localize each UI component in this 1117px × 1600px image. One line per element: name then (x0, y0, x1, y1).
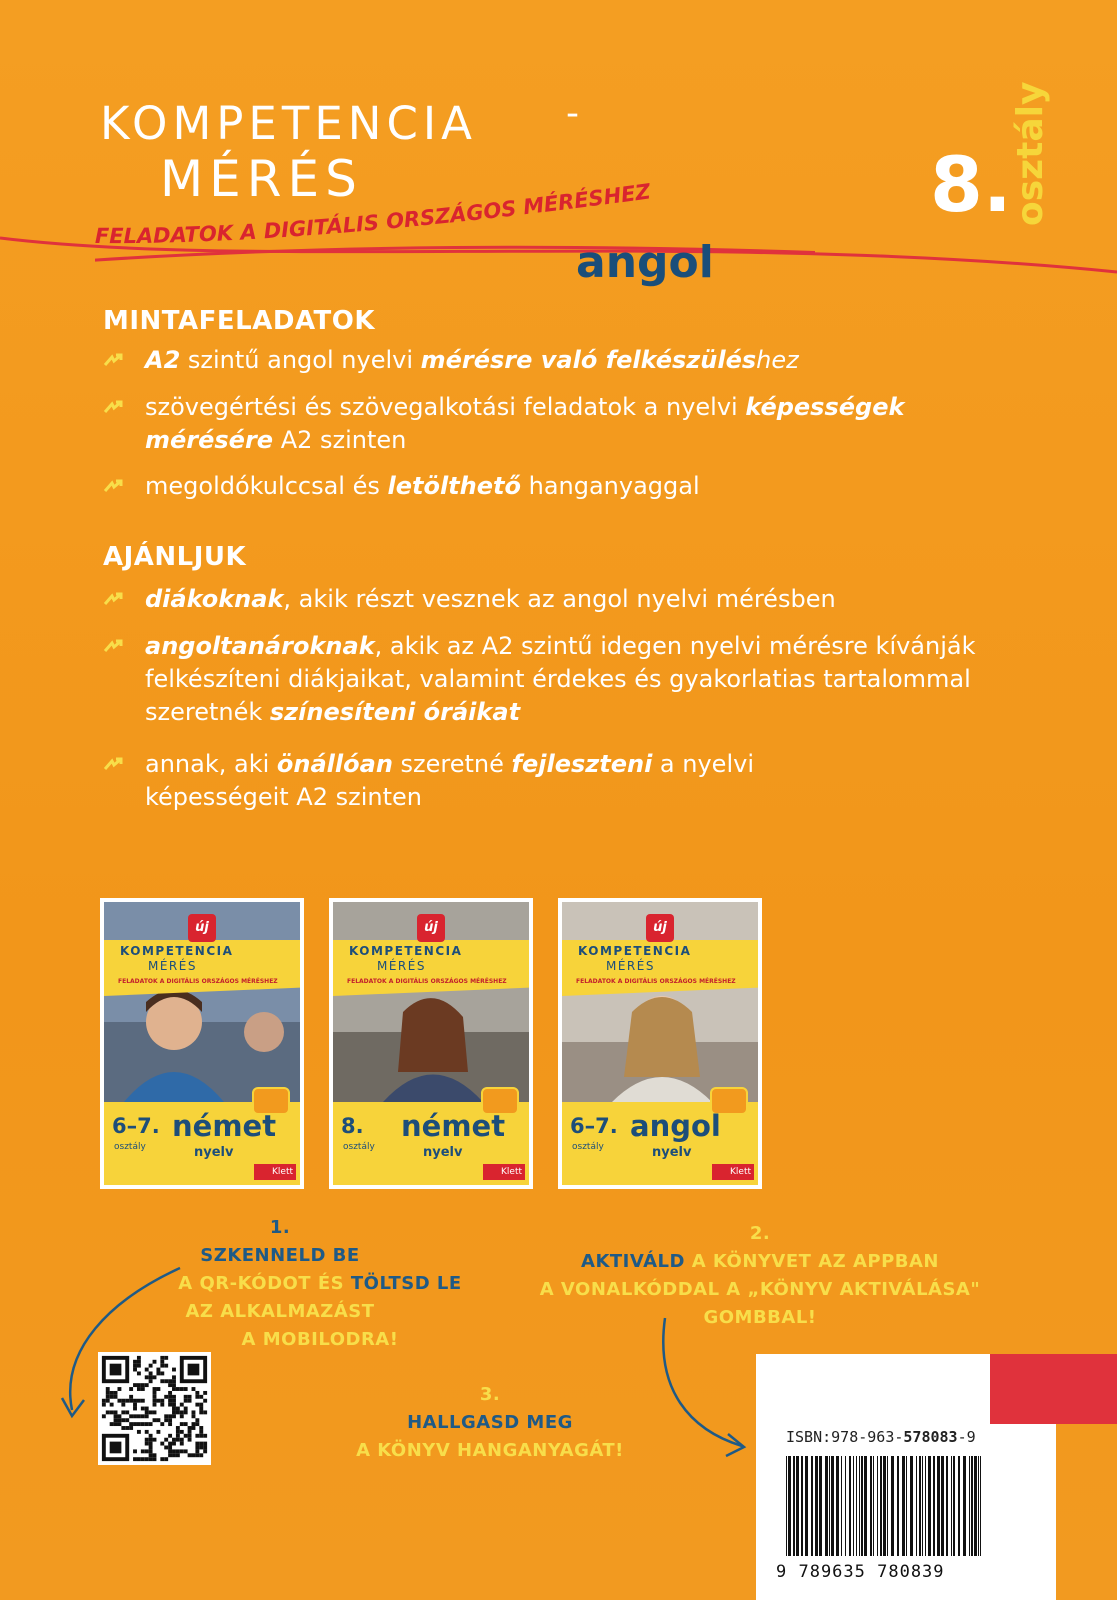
cover-title: KOMPETENCIA (120, 944, 234, 958)
bullet-icon (103, 639, 123, 655)
qr-code[interactable] (98, 1352, 211, 1465)
section-title-ajanljuk: AJÁNLJUK (103, 542, 247, 572)
subject-title: angol (576, 237, 714, 288)
cover-meres: MÉRÉS (606, 959, 655, 973)
step-3-line-2: A KÖNYV HANGANYAGÁT! (356, 1440, 624, 1461)
cover-meres: MÉRÉS (148, 959, 197, 973)
cover-meres: MÉRÉS (377, 959, 426, 973)
cover-badge: új (417, 914, 445, 942)
publisher-logo: Klett (254, 1164, 296, 1180)
barcode[interactable] (786, 1456, 986, 1556)
cover-grade-word: osztály (343, 1142, 375, 1152)
cover-subtitle: FELADATOK A DIGITÁLIS ORSZÁGOS MÉRÉSHEZ (576, 978, 736, 985)
step-1-line-3: AZ ALKALMAZÁST (185, 1301, 375, 1322)
book-cover[interactable] (558, 898, 762, 1189)
grade-number: 8. (930, 140, 1012, 229)
bullet-text: A2 szintű angol nyelvi mérésre való felkészüléshez (145, 346, 799, 374)
cover-grade: 8. (341, 1114, 364, 1138)
step-1-line-4: A MOBILODRA! (241, 1329, 399, 1350)
step-2 (510, 1220, 1010, 1332)
cover-grade: 6–7. (570, 1114, 618, 1138)
step-2-line-3: GOMBBAL! (703, 1307, 817, 1328)
cover-badge: új (188, 914, 216, 942)
bullet-icon (103, 353, 123, 369)
isbn-text: ISBN:978-963-578083-9 (786, 1428, 976, 1446)
bullet-icon (103, 592, 123, 608)
step-1-line-1: SZKENNELD BE (200, 1245, 360, 1266)
step-3-line-1: HALLGASD MEG (407, 1412, 573, 1433)
brand-subtitle: MÉRÉS (160, 150, 363, 208)
cover-badge: új (646, 914, 674, 942)
brand-title: KOMPETENCIA (100, 97, 477, 150)
step-1 (150, 1214, 462, 1354)
red-strip (990, 1354, 1117, 1424)
cover-grade-word: osztály (572, 1142, 604, 1152)
bullet-item (103, 630, 983, 729)
svg-text:FELADATOK A DIGITÁLIS ORSZÁGOS (95, 179, 653, 248)
bullet-text: angoltanároknak, akik az A2 szintű idegen nyelvi mérésre kívánják felkészíteni diákjaikat, valamint érdekes és gyakorlatias tartalommal szeretnék színesíteni óráikat (145, 632, 976, 726)
bullet-item (103, 391, 1003, 457)
book-cover[interactable] (329, 898, 533, 1189)
book-cover[interactable] (100, 898, 304, 1189)
cover-language: német (172, 1109, 277, 1143)
step-2-line-1: AKTIVÁLD A KÖNYVET AZ APPBAN (581, 1251, 939, 1272)
step-2-number: 2. (749, 1223, 771, 1244)
bullet-item (103, 748, 823, 814)
cover-language: német (401, 1109, 506, 1143)
cover-subtitle: FELADATOK A DIGITÁLIS ORSZÁGOS MÉRÉSHEZ (118, 978, 278, 985)
cover-title: KOMPETENCIA (578, 944, 692, 958)
publisher-logo: Klett (483, 1164, 525, 1180)
cover-nyelv: nyelv (194, 1145, 234, 1160)
barcode-number: 9 789635 780839 (776, 1562, 945, 1582)
step-1-number: 1. (269, 1217, 291, 1238)
publisher-logo: Klett (712, 1164, 754, 1180)
cover-grade-word: osztály (114, 1142, 146, 1152)
bullet-icon (103, 479, 123, 495)
bullet-text: annak, aki önállóan szeretné fejleszteni a nyelvi képességeit A2 szinten (145, 750, 754, 811)
bullet-item (103, 583, 1003, 616)
bullet-item (103, 470, 1003, 503)
bullet-text: diákoknak, akik részt vesznek az angol nyelvi mérésben (145, 585, 836, 613)
bullet-icon (103, 400, 123, 416)
cover-title: KOMPETENCIA (349, 944, 463, 958)
brand-dash: - (566, 93, 579, 134)
bullet-icon (103, 757, 123, 773)
step-2-line-2: A VONALKÓDDAL A „KÖNYV AKTIVÁLÁSA" (539, 1279, 981, 1300)
step-3 (350, 1381, 630, 1465)
step-3-number: 3. (479, 1384, 501, 1405)
grade-word: osztály (1010, 81, 1051, 226)
tagline-text: FELADATOK A DIGITÁLIS ORSZÁGOS MÉRÉSHEZ (95, 179, 652, 249)
cover-subtitle: FELADATOK A DIGITÁLIS ORSZÁGOS MÉRÉSHEZ (347, 978, 507, 985)
bullet-text: megoldókulccsal és letölthető hanganyaggal (145, 472, 700, 500)
bullet-text: szövegértési és szövegalkotási feladatok a nyelvi képességek mérésére A2 szinten (145, 393, 905, 454)
step-1-line-2: A QR-KÓDOT ÉS TÖLTSD LE (178, 1273, 462, 1294)
section-title-mintafeladatok: MINTAFELADATOK (103, 306, 376, 336)
cover-grade: 6–7. (112, 1114, 160, 1138)
bullet-item (103, 344, 1003, 377)
cover-language: angol (630, 1109, 721, 1143)
cover-nyelv: nyelv (423, 1145, 463, 1160)
cover-nyelv: nyelv (652, 1145, 692, 1160)
